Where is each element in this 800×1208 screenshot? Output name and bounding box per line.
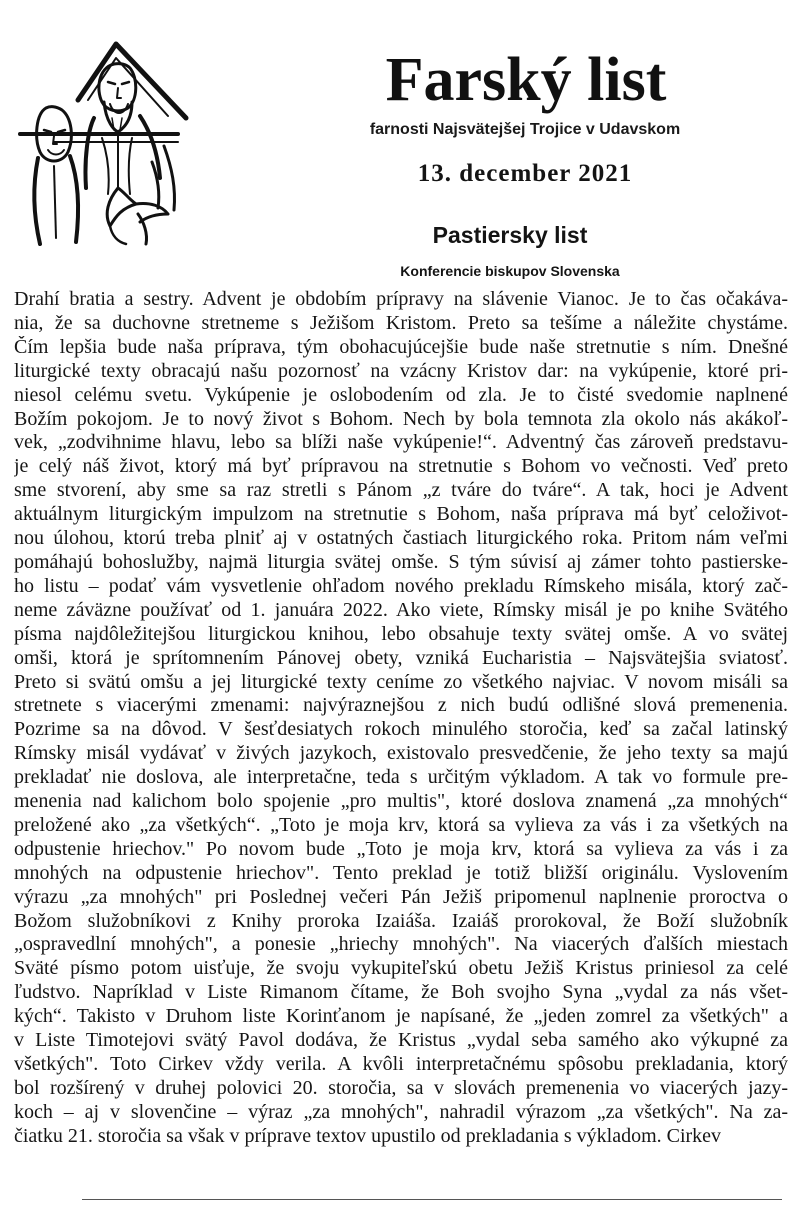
article-text-line: čiatku 21. storočia sa však v príprave textov upustilo od prekladania s výkladom. Cirkev [14,1124,722,1147]
article-text-line: mnohých na odpustenie hriechov". Tento preklad je totiž bližší originálu. Vyslovením [14,861,788,884]
article-text-line: liturgické texty obracajú našu pozornosť na vzácny Kristov dar: na vykúpenie, ktoré pri- [14,359,788,382]
article-text-line: stretnete s viacerými zmenami: najvýraznejšou z nich budú odlišné slová premenenia. [14,694,788,717]
parish-subtitle: farnosti Najsvätejšej Trojice v Udavskom [369,121,681,138]
article-text-line: bol rozšírený v druhej polovici 20. storočia, sa v slovách premenenia vo viacerých jazy- [14,1076,788,1099]
article-text-line: Pozrime sa na dôvod. V šesťdesiatych rokoch minulého storočia, keď sa začal latinský [14,718,788,741]
article-text-line: je celý náš život, ktorý má byť prípravou na stretnutie s Bohom vo večnosti. Veď preto [14,455,788,478]
article-text-line: Drahí bratia a sestry. Advent je obdobím prípravy na slávenie Vianoc. Je to čas očakáva- [14,288,788,310]
article-text-line: pomáhajú bohoslužby, najmä liturgia svätej omše. S tým súvisí aj zámer tohto pastierske- [14,550,788,573]
article-text-line: ľudstvo. Napríklad v Liste Rimanom čítame, že Boh svojho Syna „vydal za nás všet- [14,981,788,1004]
article-text-line: sme stvorení, aby sme sa raz stretli s Pánom „z tváre do tváre“. A tak, hoci je Advent [14,479,788,502]
article-text-line: Čím lepšia bude naša príprava, tým obohacujúcejšie bude naše stretnutie s ním. Dnešné [14,335,788,358]
article-text-line: „ospravedlní mnohých", a ponesie „hriechy mnohých". Na viacerých ďalších miestach [14,933,788,956]
article-text-line: Sväté písmo potom uisťuje, že svoju vykupiteľskú obetu Ježiš Kristus priniesol za celé [14,957,788,980]
parish-logo-illustration [18,38,196,248]
article-text-line: menenia nad kalichom bolo spojenie „pro multis", ktoré doslova znamená „za mnohých“ [14,790,788,813]
article-text-line: Božím pokojom. Je to nový život s Bohom. Nech by bola temnota zla okolo nás akákoľ- [14,407,788,430]
article-text-line: nia, že sa duchovne stretneme s Ježišom Kristom. Preto sa tešíme a náležite chystáme. [14,311,788,334]
newsletter-title: Farský list [385,46,667,114]
article-text-line: nou úlohou, ktorú treba plniť aj v ostatných častiach liturgického roka. Pritom nám veľmi [14,527,788,550]
article-text-line: všetkých". Toto Cirkev vždy verila. A kvôli interpretačnému spôsobu prekladania, ktorý [14,1053,788,1075]
article-text-line: výrazu „za mnohých" pri Poslednej večeri Pán Ježiš pripomenul naplnenie proroctva o [14,885,788,908]
article-text-line: kých“. Takisto v Druhom liste Korinťanom je napísané, že „jeden zomrel za všetkých" a [14,1005,788,1028]
page-bottom-rule [82,1199,782,1200]
article-text-line: aktuálnym liturgickým impulzom na stretnutie s Bohom, naša príprava má byť celoživot- [14,503,788,526]
article-text-line: odpustenie hriechov." Po novom bude „Toto je moja krv, ktorá sa vylieva za vás i za [14,837,788,860]
article-text-line: koch – aj v slovenčine – výraz „za mnohých", nahradil výrazom „za všetkých". Na za- [14,1100,788,1123]
article-text-line: neme záväzne používať od 1. januára 2022. Ako viete, Rímsky misál je po knihe Svätého [14,598,788,621]
article-subheading: Konferencie biskupov Slovenska [400,263,620,279]
article-text-line: ho listu – podať vám vysvetlenie ohľadom nového prekladu Rímskeho misála, ktorý zač- [14,574,788,597]
article-heading: Pastiersky list [432,222,588,248]
article-text-line: preložené ako „za všetkých“. „Toto je moja krv, ktorá sa vylieva za vás i za všetkých na [14,813,788,836]
article-text-line: v Liste Timotejovi svätý Pavol dodáva, že Kristus „vydal seba samého ako výkupné za [14,1029,788,1052]
issue-date: 13. december 2021 [417,160,633,187]
article-text-line: písma najdôležitejšou liturgickou knihou, lebo obsahuje texty svätej omše. A vo svätej [14,622,788,645]
article-text-line: Božom služobníkovi z Knihy proroka Izaiáša. Izaiáš prorokoval, že Boží služobník [14,909,788,932]
article-text-line: vek, „zodvihnime hlavu, lebo sa blíži naše vykúpenie!“. Adventný čas zároveň predstavu- [14,431,788,454]
article-text-line: niesol celému svetu. Vykúpenie je oslobodením od zla. Je to čisté svedomie naplnené [14,383,788,406]
article-text-line: omši, ktorá je sprítomnením Pánovej obety, vzniká Eucharistia – Najsvätejšia sviatosť. [14,646,788,669]
article-text-line: prekladať nie doslova, ale interpretačne, teda s určitým výkladom. A tak vo formule pre- [14,766,788,789]
article-text-line: Preto si svätú omšu a jej liturgické texty ceníme zo všetkého najviac. V novom misáli sa [14,670,788,693]
article-text-line: Rímsky misál vydávať v živých jazykoch, existovalo presvedčenie, že jeho texty sa majú [14,742,788,765]
article-body [14,288,788,1149]
